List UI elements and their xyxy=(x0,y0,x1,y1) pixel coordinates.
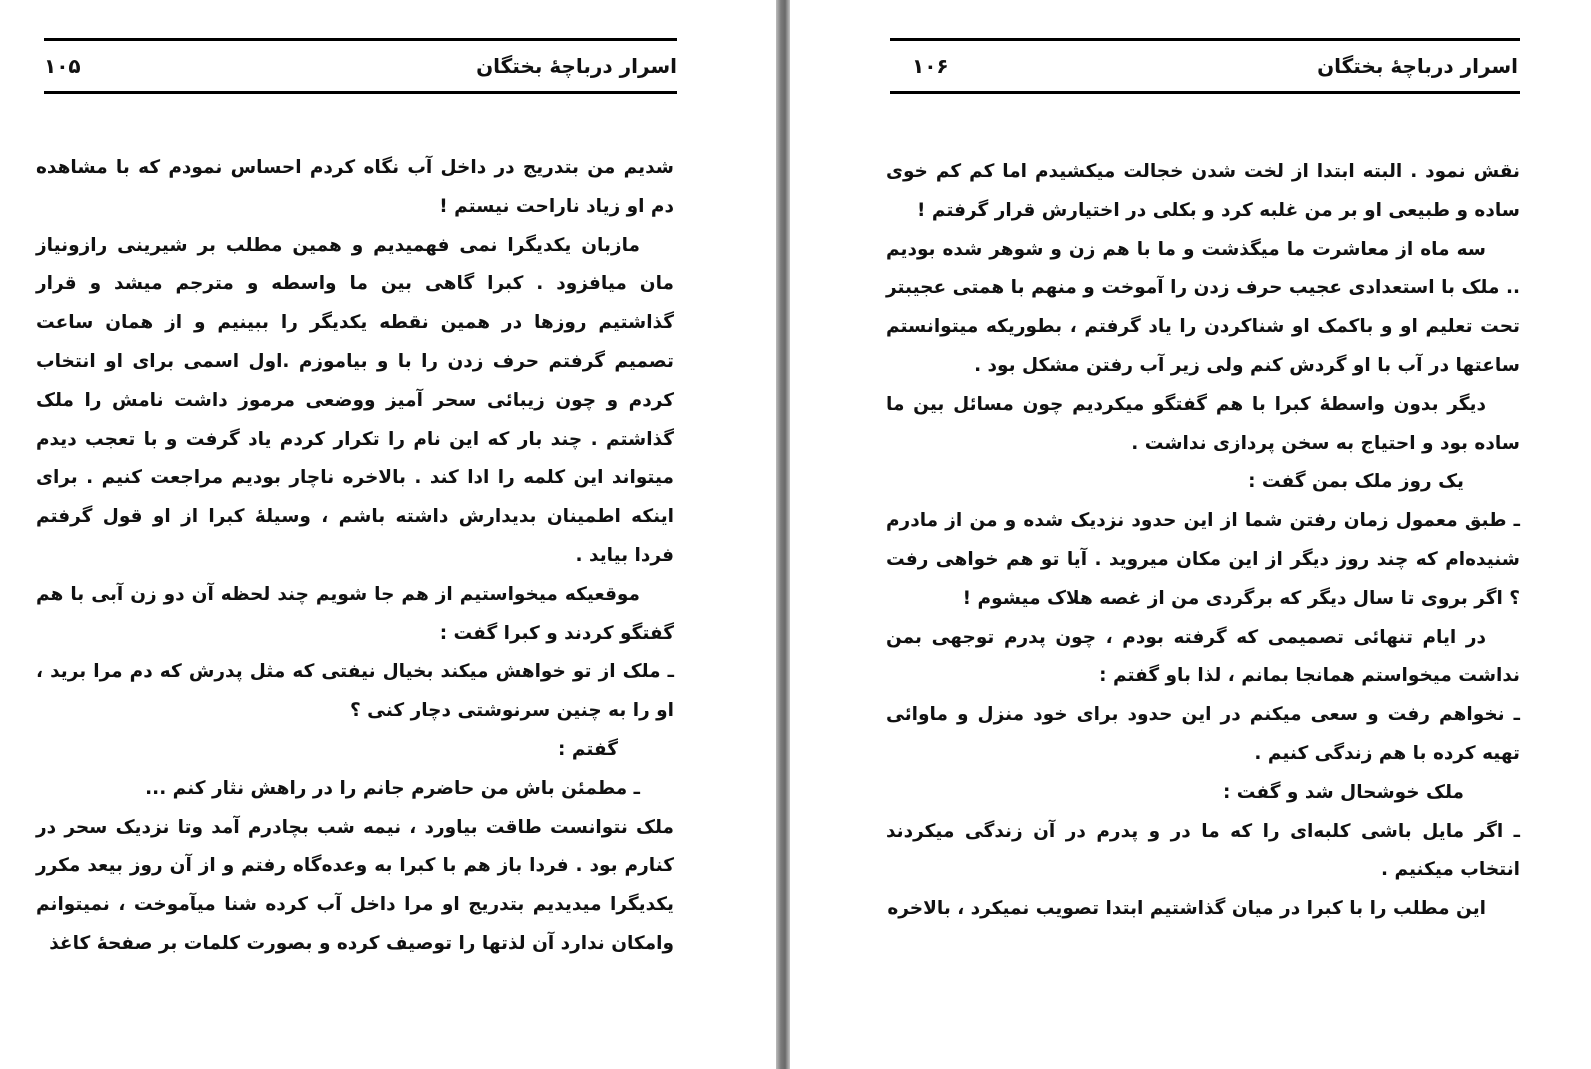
dialogue-line: گفتم : xyxy=(558,738,618,760)
page-body-text xyxy=(36,149,674,964)
paragraph: ملک خوشحال شد و گفت : xyxy=(1222,781,1464,803)
page-header xyxy=(890,38,1520,94)
running-title: اسرار درباچهٔ بختگان xyxy=(476,54,677,78)
page-number: ۱۰۶ xyxy=(912,54,949,78)
paragraph: در ایام تنهائی تصمیمی که گرفته بودم ، چون پدرم توجهی بمن نداشت میخواستم همانجا بمانم ، لذا باو گفتم : xyxy=(886,626,1520,687)
paragraph: شدیم من بتدریج در داخل آب نگاه کردم احساس نمودم که با مشاهده ‌دم او زیاد ناراحت نیستم ! xyxy=(36,157,674,217)
paragraph: نقش نمود . البته ابتدا از لخت شدن خجالت میکشیدم اما کم کم خوی ساده و طبیعی او بر من غلبه کرد و بکلی در اختیارش قرار گرفتم ! xyxy=(886,161,1520,221)
page-number: ۱۰۵ xyxy=(44,54,81,78)
running-title: اسرار درباچهٔ بختگان xyxy=(1317,54,1518,78)
dialogue-line: ـ نخواهم رفت و سعی میکنم در این حدود برای خود منزل و ماوائی تهیه کرده با هم زندگی کنیم . xyxy=(886,704,1520,764)
paragraph: یک روز ملک بمن گفت : xyxy=(1248,471,1464,493)
page-body-text xyxy=(886,153,1520,929)
page-header xyxy=(44,38,677,94)
paragraph: موقعیکه میخواستیم از هم جا شویم چند لحظه آن دو زن آبی با هم گفتگو کردند و کبرا گفت : xyxy=(36,583,674,644)
left-page xyxy=(0,0,776,1069)
paragraph: ملک نتوانست طاقت بیاورد ، نیمه شب بچادرم آمد وتا نزدیک سحر در کنارم بود . فردا باز هم با کبرا به وعده‌گاه رفتم و از آن روز بیعد مکرر یکدیگرا میدیدیم بتدریج او مرا داخل آب کرده شنا میآموخت ، نمیتوانم وامکان ندارد آن لذتها را توصیف کرده و بصورت کلمات بر صفحهٔ کاغذ xyxy=(36,816,674,954)
dialogue-line: ـ مطمئن باش من حاضرم جانم را در راهش نثار کنم ... xyxy=(145,777,640,799)
dialogue-line: ـ طبق معمول زمان رفتن شما از این حدود نزدیک شده و من از مادرم شنیده‌ام که چند روز دیگر از این مکان میروید . آیا تو هم خواهی رفت ؟ اگر بروی تا سال دیگر که برگردی من از غصه هلاک میشوم ! xyxy=(886,510,1520,609)
dialogue-line: ـ ملک از تو خواهش میکند بخیال نیفتی که مثل پدرش که دم مرا برید ، او را به چنین سرنوشتی دچار کنی ؟ xyxy=(36,661,674,722)
right-page xyxy=(790,0,1591,1069)
dialogue-line: ـ اگر مایل باشی کلبه‌ای را که ما در و پدرم در آن زندگی میکردند انتخاب میکنیم . xyxy=(886,820,1520,881)
paragraph: دیگر بدون واسطهٔ کبرا با هم گفتگو میکردیم چون مسائل بین ما ساده بود و احتیاج به سخن پردازی نداشت . xyxy=(886,393,1520,454)
book-spine-divider xyxy=(776,0,790,1069)
paragraph: این مطلب را با کبرا در میان گذاشتیم ابتدا تصویب نمیکرد ، بالاخره xyxy=(887,898,1486,920)
paragraph: مازبان یکدیگرا نمی فهمیدیم و همین مطلب بر شیرینی رازونیاز مان میافزود . کبرا گاهی بین ما واسطه و مترجم میشد و قرار گذاشتیم روزها در همین نقطه یکدیگر را ببینیم و از همان ساعت تصمیم گرفتم حرف زدن را با و بیاموزم .اول اسمی برای او انتخاب کردم و چون زیبائی سحر آمیز ووضعی مرموز داشت نامش را ملک گذاشتم . چند بار که این نام را تکرار کردم یاد گرفت و با تعجب دیدم میتواند این کلمه را ادا کند . بالاخره ناچار بودیم مراجعت کنیم . برای اینکه اطمینان بدیدارش داشته باشم ، وسیلهٔ کبرا از او قول گرفتم فردا بیاید . xyxy=(36,234,674,566)
paragraph: سه ماه از معاشرت ما میگذشت و ما با هم زن و شوهر شده بودیم .. ملک با استعدادی عجیب حرف زدن را آموخت و منهم با همتی عجیبتر تحت تعلیم او و باکمک او شناکردن را یاد گرفتم ، بطوریکه میتوانستم ساعتها در آب با او گردش کنم ولی زیر آب رفتن مشکل بود . xyxy=(886,238,1520,376)
